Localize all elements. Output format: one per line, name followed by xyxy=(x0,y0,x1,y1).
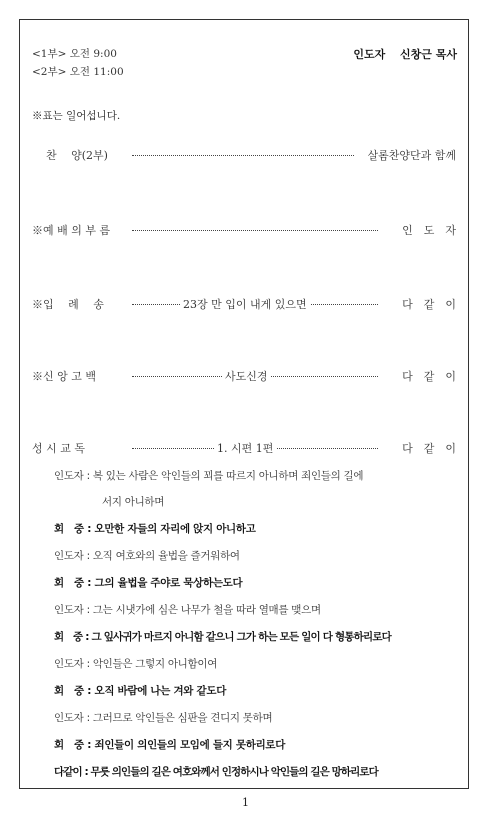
responsive-line: 회 중 : 그의 율법을 주야로 묵상하는도다 xyxy=(54,577,243,589)
service-time-2: <2부> 오전 11:00 xyxy=(32,66,124,78)
order-label: ※예 배 의 부 름 xyxy=(32,224,111,237)
responsive-line: 인도자 : 복 있는 사람은 악인들의 꾀를 따르지 아니하며 죄인들의 길에 xyxy=(54,470,364,482)
service-time-1: <1부> 오전 9:00 xyxy=(32,48,117,60)
order-label: ※신 앙 고 백 xyxy=(32,370,96,383)
responsive-line: 인도자 : 악인들은 그렇지 아니함이여 xyxy=(54,658,218,670)
order-item-processional xyxy=(32,296,456,312)
order-item-psalm-reading xyxy=(32,440,456,456)
officiant: 인도자 신창근 목사 xyxy=(353,48,457,61)
order-right: 다 같 이 xyxy=(402,442,456,455)
order-center: 1. 시편 1편 xyxy=(214,440,276,456)
page-number: 1 xyxy=(242,796,249,809)
responsive-line: 서지 아니하며 xyxy=(102,496,165,508)
order-label: 찬 양(2부) xyxy=(46,149,108,162)
responsive-line: 인도자 : 오직 여호와의 율법을 즐거워하여 xyxy=(54,550,240,562)
order-item-call-to-worship xyxy=(32,222,456,238)
order-label: 성 시 교 독 xyxy=(32,442,85,455)
responsive-line: 회 중 : 죄인들이 의인들의 모임에 들지 못하리로다 xyxy=(54,739,286,751)
leader-dots xyxy=(132,222,378,231)
responsive-line: 회 중 : 오만한 자들의 자리에 앉지 아니하고 xyxy=(54,523,256,535)
responsive-line: 회 중 : 오직 바람에 나는 겨와 같도다 xyxy=(54,685,227,697)
responsive-line: 인도자 : 그러므로 악인들은 심판을 견디지 못하며 xyxy=(54,712,273,724)
order-right: 살롬찬양단과 함께 xyxy=(367,149,456,162)
bulletin-frame xyxy=(19,19,469,789)
order-label: ※입 례 송 xyxy=(32,298,104,311)
standing-note: ※표는 일어섭니다. xyxy=(32,110,121,122)
responsive-line: 인도자 : 그는 시냇가에 심은 나무가 철을 따라 열매를 맺으며 xyxy=(54,604,321,616)
leader-dots xyxy=(132,147,354,156)
responsive-line: 다같이 : 무릇 의인들의 길은 여호와께서 인정하시나 악인들의 길은 망하리로다 xyxy=(54,766,378,778)
responsive-line: 회 중 : 그 잎사귀가 마르지 아니함 같으니 그가 하는 모든 일이 다 형통하리로다 xyxy=(54,631,392,643)
order-right: 다 같 이 xyxy=(402,370,456,383)
order-right: 인 도 자 xyxy=(402,224,456,237)
order-center: 23장 만 입이 내게 있으면 xyxy=(180,296,310,312)
order-item-creed xyxy=(32,368,456,384)
order-item-praise xyxy=(32,147,456,163)
order-center: 사도신경 xyxy=(222,368,271,384)
order-right: 다 같 이 xyxy=(402,298,456,311)
